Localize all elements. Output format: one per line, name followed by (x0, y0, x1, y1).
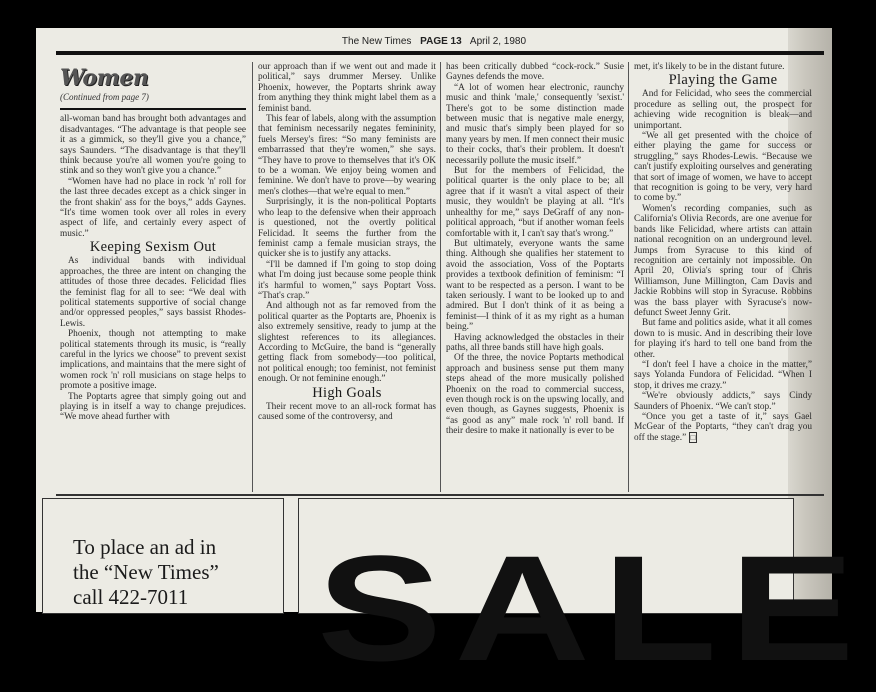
end-of-article-mark: □ (690, 432, 696, 442)
title-rule (60, 108, 246, 110)
page-number: PAGE 13 (420, 36, 462, 47)
column-2 (258, 62, 436, 492)
subhead-keeping-sexism-out: Keeping Sexism Out (89, 239, 217, 256)
issue-date: April 2, 1980 (469, 36, 527, 47)
paragraph: “I'll be damned if I'm going to stop doing what I'm doing just because some people think it's harmful to women,” says Poptart Voss. “That's crap.” (258, 259, 436, 301)
section-title-women: Women (60, 65, 149, 91)
paragraph: As individual bands with individual approaches, the three are intent on changing the attitudes of those three decades. Felicidad flies the feminist flag for all to see: “We deal with political statements supportive of social change and/or oppressed peoples,” says bassist Rhodes-Lewis. (60, 256, 246, 329)
paragraph: Of the three, the novice Poptarts methodical approach and business sense put them many steps ahead of the more musically polished Phoenix on the road to commercial success, even though rock is on the upswing locally, and even though, as Gaynes suggests, Phoenix is “as good as any” male rock 'n' roll band. If their desire to make it nationally is ever to be (446, 353, 624, 437)
column-1 (60, 62, 246, 492)
column-4 (634, 62, 812, 492)
paragraph: But ultimately, everyone wants the same thing. Although she qualifies her statement to avoid the association, Voss of the Poptarts provides a textbook definition of feminism: “I want to be respected as a person. I want to be taken seriously. I want to be looked up to and admired. But I don't think of it as being a feminist—I think of it as my right as a human being.” (446, 238, 624, 333)
ad-line: call 422-7011 (73, 585, 189, 609)
continued-note: (Continued from page 7) (60, 92, 149, 102)
paragraph: And although not as far removed from the political quarter as the Poptarts are, Phoenix is also extremely sensitive, ready to jump at the slightest references to its allegiances. According to McGuire, the band is “generally getting flack from somebody—too political, not political enough; too feminist, not feminist enough. Or not feminine enough.” (258, 301, 436, 385)
classified-ad-box (42, 498, 284, 614)
column-divider (440, 62, 441, 492)
top-rule (56, 51, 824, 55)
classified-ad-text (73, 535, 283, 610)
paper-name: The New Times (341, 36, 412, 47)
subhead-high-goals: High Goals (312, 384, 382, 401)
paragraph: “We're obviously addicts,” says Cindy Saunders of Phoenix. “We can't stop.” (634, 391, 812, 412)
paragraph: Surprisingly, it is the non-political Poptarts who leap to the defensive when their approach is questioned, not the overtly political Felicidad. It seems the further from the feminist camp a female musician strays, the quicker she is to justify any attacks. (258, 197, 436, 260)
paragraph: Women's recording companies, such as California's Olivia Records, are one avenue for bands like Felicidad, where artists can attain national recognition on an underground level. Jumps from Syracuse to this kind of recognition are certainly not impossible. On April 20, Olivia's spring tour of Chris Williamson, June Millington, Cam Davis and Jackie Robbins will stop in Syracuse. Robbins was the bass player with Syracuse's now-defunct Sweet Jenny Grit. (634, 203, 812, 318)
paragraph: has been critically dubbed “cock-rock.” Susie Gaynes defends the move. (446, 62, 624, 83)
paragraph: Their recent move to an all-rock format has caused some of the controversy, and (258, 401, 436, 422)
paragraph: met, it's likely to be in the distant future. (634, 62, 785, 72)
paragraph: “A lot of women hear electronic, raunchy music and think 'male,' consequently 'sexist.' There's got to be some distinction made between music that is negative male energy, and music that's simply been played for so many years by men. If men connect their music to their cocks, that's their problem. It doesn't necessarily pollute the music itself.” (446, 82, 624, 166)
paragraph: Having acknowledged the obstacles in their paths, all three bands still have high goals. (446, 332, 624, 353)
newspaper-page (36, 28, 868, 692)
sale-ad-box (298, 498, 868, 692)
paragraph: all-woman band has brought both advantages and disadvantages. “The advantage is that people see it as a gimmick, so they'll give you a chance,” says Saunders. “The disadvantage is that they'll think because you're all women you're going to stink and so they won't give you a chance.” (60, 114, 246, 177)
column-divider (628, 62, 629, 492)
paragraph: Phoenix, though not attempting to make political statements through its music, is “really careful in the lyrics we choose” to prevent sexist implications, and maintains that the mere sight of women rock 'n' roll musicians on stage helps to promote a positive image. (60, 329, 246, 392)
paragraph (634, 412, 812, 443)
sale-headline: SALE (317, 524, 868, 692)
paragraph: our approach than if we went out and made it political,” says drummer Mersey. Unlike Phoenix, however, the Poptarts shrink away from anything they think might label them as a feminist band. (258, 62, 436, 114)
paragraph: But for the members of Felicidad, the political quarter is the only place to be; all agree that if it wasn't a vital aspect of their music, they wouldn't be playing at all. “It's unhealthy for me,” says DeGraff of any non-political approach, “but if another woman feels comfortable with it, I can't say that's wrong.” (446, 166, 624, 239)
paragraph: But fame and politics aside, what it all comes down to is music. And in describing their love for playing it's hard to tell one band from the other. (634, 318, 812, 360)
paragraph: “I don't feel I have a choice in the matter,” says Yolanda Fundora of Felicidad. “When I stop, it drives me crazy.” (634, 359, 812, 391)
bottom-rule (56, 494, 824, 496)
subhead-playing-the-game: Playing the Game (668, 72, 778, 89)
paragraph: “We all get presented with the choice of either playing the game for success or struggling,” says Rhodes-Lewis. “Because we can't justify exploiting ourselves and generating that sort of image of women, we have to accept that recognition is going to be very, very hard to come by.” (634, 131, 813, 204)
column-divider (252, 62, 253, 492)
paragraph-text: “Once you get a taste of it,” says Gael McGear of the Poptarts, “they can't drag you off the stage.” (634, 412, 812, 443)
paragraph: “Women have had no place in rock 'n' roll for the last three decades except as a chick singer in the front shakin' ass for the boys,” adds Gaynes. “It's time women took over all roles in every aspect of life, and certainly every aspect of music.” (60, 176, 246, 239)
ad-line: To place an ad in (73, 535, 217, 559)
ad-line: the “New Times” (73, 560, 219, 584)
column-3 (446, 62, 624, 492)
paragraph: The Poptarts agree that simply going out and playing is in itself a way to change prejudices. “We move ahead further with (60, 391, 246, 423)
paragraph: And for Felicidad, who sees the commercial procedure as selling out, the prospect for achieving wide recognition is bleak—and unimportant. (634, 89, 812, 131)
page-header (36, 36, 832, 47)
paragraph: This fear of labels, along with the assumption that feminism necessarily negates femininity, fuels Mersey's fires: “So many feminists are embarrassed that they're women,” she says. “They have to prove to themselves that it's OK to be a woman. We enjoy being women and feminine. We don't have to prove—by wearing men's clothes—that we're equal to men.” (258, 114, 436, 197)
